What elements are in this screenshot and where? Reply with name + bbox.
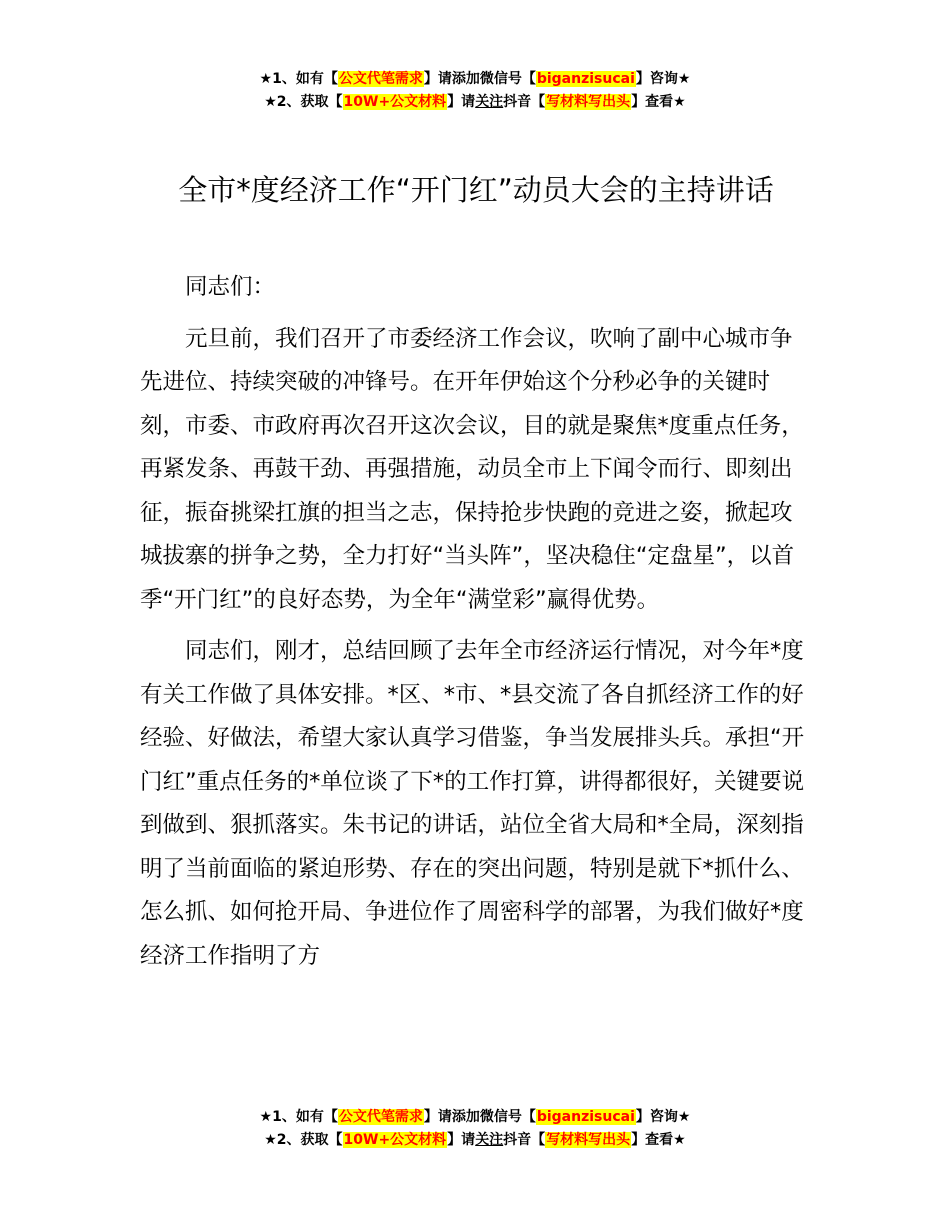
- footer-banner: [0, 1106, 950, 1152]
- salutation: 同志们：: [185, 274, 276, 300]
- paragraph: 元旦前，我们召开了市委经济工作会议，吹响了副中心城市争先进位、持续突破的冲锋号。在开年伊始这个分秒必争的关键时刻，市委、市政府再次召开这次会议，目的就是聚焦*度重点任务，再紧发条、再鼓干劲、再强措施，动员全市上下闻令而行、即刻出征，振奋挑梁扛旗的担当之志，保持抢步快跑的竞进之姿，掀起攻城拔寨的拼争之势，全力打好“当头阵”，坚决稳住“定盘星”，以首季“开门红”的良好态势，为全年“满堂彩”赢得优势。: [140, 325, 804, 613]
- highlight-materials: 10W+公文材料: [343, 94, 447, 110]
- highlight-wechat-id: biganzisucai: [536, 1109, 635, 1125]
- highlight-ghostwriting: 公文代笔需求: [338, 71, 423, 87]
- document-body: [140, 266, 812, 986]
- header-banner: [0, 68, 950, 114]
- footer-line-2: ★2、获取【10W+公文材料】请关注抖音【写材料写出头】查看★: [264, 1132, 686, 1148]
- follow-underlined: 关注: [475, 1132, 504, 1148]
- header-line-1: ★1、如有【公文代笔需求】请添加微信号【biganzisucai】咨询★: [259, 71, 691, 87]
- highlight-materials: 10W+公文材料: [343, 1132, 447, 1148]
- highlight-ghostwriting: 公文代笔需求: [338, 1109, 423, 1125]
- document-title: 全市*度经济工作“开门红”动员大会的主持讲话: [178, 173, 774, 207]
- highlight-douyin-account: 写材料写出头: [546, 1132, 631, 1148]
- highlight-wechat-id: biganzisucai: [536, 71, 635, 87]
- paragraph: 同志们，刚才，总结回顾了去年全市经济运行情况，对今年*度有关工作做了具体安排。*区、*市、*县交流了各自抓经济工作的好经验、好做法，希望大家认真学习借鉴，争当发展排头兵。承担“开门红”重点任务的*单位谈了下*的工作打算，讲得都很好，关键要说到做到、狠抓落实。朱书记的讲话，站位全省大局和*全局，深刻指明了当前面临的紧迫形势、存在的突出问题，特别是就下*抓什么、怎么抓、如何抢开局、争进位作了周密科学的部署，为我们做好*度经济工作指明了方: [140, 638, 805, 969]
- highlight-douyin-account: 写材料写出头: [546, 94, 631, 110]
- footer-line-1: ★1、如有【公文代笔需求】请添加微信号【biganzisucai】咨询★: [259, 1109, 691, 1125]
- follow-underlined: 关注: [475, 94, 504, 110]
- header-line-2: ★2、获取【10W+公文材料】请关注抖音【写材料写出头】查看★: [264, 94, 686, 110]
